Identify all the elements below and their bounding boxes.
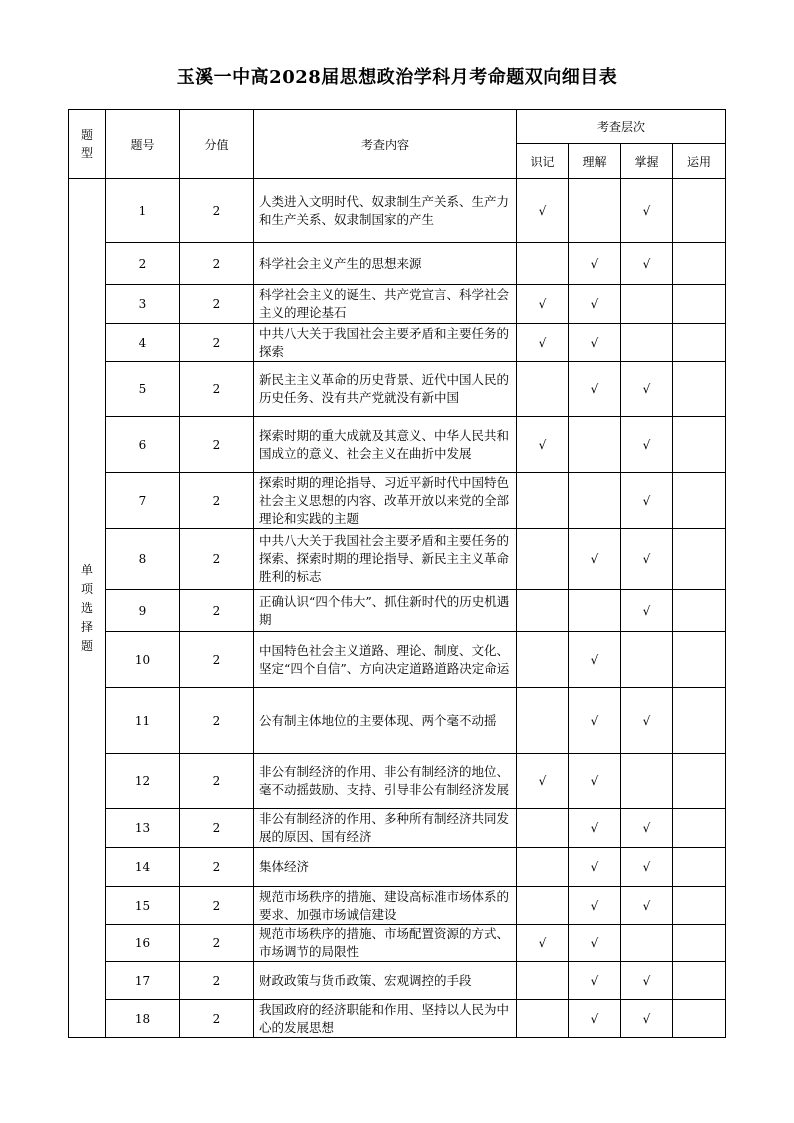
header-level: 考查层次 bbox=[517, 110, 726, 144]
question-number: 16 bbox=[106, 925, 180, 962]
level-master-cell bbox=[621, 285, 673, 324]
question-number: 1 bbox=[106, 179, 180, 243]
table-row bbox=[69, 632, 726, 688]
question-content: 公有制主体地位的主要体现、两个毫不动摇 bbox=[254, 688, 517, 754]
check-mark-icon: √ bbox=[642, 256, 651, 271]
level-recall-cell bbox=[517, 324, 569, 362]
table-row bbox=[69, 243, 726, 285]
level-master-cell bbox=[621, 632, 673, 688]
check-mark-icon: √ bbox=[642, 1011, 651, 1026]
question-content: 中共八大关于我国社会主要矛盾和主要任务的探索、探索时期的理论指导、新民主主义革命胜利的标志 bbox=[254, 529, 517, 590]
table-row bbox=[69, 529, 726, 590]
check-mark-icon: √ bbox=[538, 437, 547, 452]
question-score: 2 bbox=[180, 417, 254, 473]
question-content: 正确认识“四个伟大”、抓住新时代的历史机遇期 bbox=[254, 590, 517, 632]
level-master-cell bbox=[621, 848, 673, 887]
page-title: 玉溪一中高2028届思想政治学科月考命题双向细目表 bbox=[176, 67, 618, 88]
level-understand-cell bbox=[569, 887, 621, 925]
level-master-cell bbox=[621, 962, 673, 1000]
level-apply-cell bbox=[673, 473, 726, 529]
level-understand-cell bbox=[569, 925, 621, 962]
question-content: 集体经济 bbox=[254, 848, 517, 887]
check-mark-icon: √ bbox=[590, 821, 599, 835]
question-score: 2 bbox=[180, 179, 254, 243]
header-level-master: 掌握 bbox=[621, 144, 673, 179]
question-number: 8 bbox=[106, 529, 180, 590]
check-mark-icon: √ bbox=[590, 552, 599, 566]
header-level-understand: 理解 bbox=[569, 144, 621, 179]
table-row bbox=[69, 417, 726, 473]
question-number: 6 bbox=[106, 417, 180, 473]
question-score: 2 bbox=[180, 809, 254, 848]
level-recall-cell bbox=[517, 529, 569, 590]
check-mark-icon: √ bbox=[590, 898, 599, 913]
level-recall-cell bbox=[517, 848, 569, 887]
check-mark-icon: √ bbox=[642, 898, 651, 913]
level-master-cell bbox=[621, 590, 673, 632]
check-mark-icon: √ bbox=[642, 203, 651, 218]
level-apply-cell bbox=[673, 632, 726, 688]
check-mark-icon: √ bbox=[642, 552, 651, 566]
question-score: 2 bbox=[180, 632, 254, 688]
level-master-cell bbox=[621, 324, 673, 362]
check-mark-icon: √ bbox=[642, 860, 651, 874]
question-content: 中国特色社会主义道路、理论、制度、文化、坚定“四个自信”、方向决定道路道路决定命运 bbox=[254, 632, 517, 688]
check-mark-icon: √ bbox=[590, 774, 599, 788]
question-content: 我国政府的经济职能和作用、坚持以人民为中心的发展思想 bbox=[254, 1000, 517, 1038]
level-recall-cell bbox=[517, 754, 569, 809]
level-master-cell bbox=[621, 362, 673, 417]
table-body bbox=[69, 179, 726, 1038]
question-score: 2 bbox=[180, 688, 254, 754]
question-number: 15 bbox=[106, 887, 180, 925]
question-content: 规范市场秩序的措施、市场配置资源的方式、市场调节的局限性 bbox=[254, 925, 517, 962]
level-apply-cell bbox=[673, 324, 726, 362]
check-mark-icon: √ bbox=[590, 256, 599, 271]
level-understand-cell bbox=[569, 590, 621, 632]
level-apply-cell bbox=[673, 887, 726, 925]
level-master-cell bbox=[621, 754, 673, 809]
check-mark-icon: √ bbox=[590, 860, 599, 874]
level-recall-cell bbox=[517, 887, 569, 925]
level-understand-cell bbox=[569, 754, 621, 809]
check-mark-icon: √ bbox=[590, 297, 599, 311]
question-score: 2 bbox=[180, 362, 254, 417]
level-master-cell bbox=[621, 1000, 673, 1038]
header-level-recall: 识记 bbox=[517, 144, 569, 179]
check-mark-icon: √ bbox=[538, 335, 547, 350]
check-mark-icon: √ bbox=[642, 603, 651, 618]
check-mark-icon: √ bbox=[642, 493, 651, 508]
level-understand-cell bbox=[569, 473, 621, 529]
level-recall-cell bbox=[517, 417, 569, 473]
question-content: 人类进入文明时代、奴隶制生产关系、生产力和生产关系、奴隶制国家的产生 bbox=[254, 179, 517, 243]
level-understand-cell bbox=[569, 243, 621, 285]
level-understand-cell bbox=[569, 848, 621, 887]
table-row bbox=[69, 848, 726, 887]
table-row bbox=[69, 925, 726, 962]
question-content: 探索时期的理论指导、习近平新时代中国特色社会主义思想的内容、改革开放以来党的全部理论和实践的主题 bbox=[254, 473, 517, 529]
level-understand-cell bbox=[569, 962, 621, 1000]
question-number: 7 bbox=[106, 473, 180, 529]
level-master-cell bbox=[621, 925, 673, 962]
level-master-cell bbox=[621, 887, 673, 925]
question-spec-table bbox=[68, 109, 726, 1038]
level-apply-cell bbox=[673, 754, 726, 809]
table-row bbox=[69, 754, 726, 809]
question-number: 14 bbox=[106, 848, 180, 887]
level-master-cell bbox=[621, 688, 673, 754]
table-row bbox=[69, 962, 726, 1000]
level-master-cell bbox=[621, 529, 673, 590]
question-score: 2 bbox=[180, 925, 254, 962]
check-mark-icon: √ bbox=[538, 936, 547, 950]
question-number: 12 bbox=[106, 754, 180, 809]
check-mark-icon: √ bbox=[590, 335, 599, 350]
level-apply-cell bbox=[673, 1000, 726, 1038]
question-number: 4 bbox=[106, 324, 180, 362]
level-understand-cell bbox=[569, 529, 621, 590]
check-mark-icon: √ bbox=[642, 437, 651, 452]
question-number: 18 bbox=[106, 1000, 180, 1038]
level-understand-cell bbox=[569, 285, 621, 324]
check-mark-icon: √ bbox=[590, 973, 599, 988]
table-row bbox=[69, 688, 726, 754]
table-row bbox=[69, 324, 726, 362]
question-score: 2 bbox=[180, 848, 254, 887]
question-score: 2 bbox=[180, 590, 254, 632]
check-mark-icon: √ bbox=[642, 713, 651, 728]
level-understand-cell bbox=[569, 179, 621, 243]
question-score: 2 bbox=[180, 243, 254, 285]
table-row bbox=[69, 362, 726, 417]
level-recall-cell bbox=[517, 179, 569, 243]
check-mark-icon: √ bbox=[642, 382, 651, 396]
question-number: 13 bbox=[106, 809, 180, 848]
table-row bbox=[69, 179, 726, 243]
question-score: 2 bbox=[180, 473, 254, 529]
table-row bbox=[69, 887, 726, 925]
question-score: 2 bbox=[180, 1000, 254, 1038]
level-apply-cell bbox=[673, 590, 726, 632]
level-recall-cell bbox=[517, 590, 569, 632]
question-content: 非公有制经济的作用、多种所有制经济共同发展的原因、国有经济 bbox=[254, 809, 517, 848]
level-master-cell bbox=[621, 809, 673, 848]
level-understand-cell bbox=[569, 324, 621, 362]
question-score: 2 bbox=[180, 887, 254, 925]
check-mark-icon: √ bbox=[590, 382, 599, 396]
question-number: 10 bbox=[106, 632, 180, 688]
header-level-apply: 运用 bbox=[673, 144, 726, 179]
level-recall-cell bbox=[517, 285, 569, 324]
level-understand-cell bbox=[569, 362, 621, 417]
level-understand-cell bbox=[569, 809, 621, 848]
level-apply-cell bbox=[673, 688, 726, 754]
question-content: 非公有制经济的作用、非公有制经济的地位、毫不动摇鼓励、支持、引导非公有制经济发展 bbox=[254, 754, 517, 809]
level-recall-cell bbox=[517, 243, 569, 285]
level-apply-cell bbox=[673, 848, 726, 887]
check-mark-icon: √ bbox=[590, 1011, 599, 1026]
question-content: 新民主主义革命的历史背景、近代中国人民的历史任务、没有共产党就没有新中国 bbox=[254, 362, 517, 417]
level-understand-cell bbox=[569, 1000, 621, 1038]
level-recall-cell bbox=[517, 632, 569, 688]
question-number: 3 bbox=[106, 285, 180, 324]
level-understand-cell bbox=[569, 632, 621, 688]
level-apply-cell bbox=[673, 925, 726, 962]
question-number: 17 bbox=[106, 962, 180, 1000]
table-row bbox=[69, 590, 726, 632]
check-mark-icon: √ bbox=[642, 973, 651, 988]
level-recall-cell bbox=[517, 473, 569, 529]
check-mark-icon: √ bbox=[538, 203, 547, 218]
question-score: 2 bbox=[180, 324, 254, 362]
table-row bbox=[69, 1000, 726, 1038]
question-number: 5 bbox=[106, 362, 180, 417]
question-score: 2 bbox=[180, 754, 254, 809]
table-row bbox=[69, 285, 726, 324]
question-score: 2 bbox=[180, 962, 254, 1000]
level-master-cell bbox=[621, 417, 673, 473]
level-recall-cell bbox=[517, 688, 569, 754]
level-apply-cell bbox=[673, 962, 726, 1000]
question-content: 科学社会主义的诞生、共产党宣言、科学社会主义的理论基石 bbox=[254, 285, 517, 324]
question-score: 2 bbox=[180, 529, 254, 590]
level-apply-cell bbox=[673, 285, 726, 324]
level-master-cell bbox=[621, 473, 673, 529]
check-mark-icon: √ bbox=[590, 713, 599, 728]
question-content: 科学社会主义产生的思想来源 bbox=[254, 243, 517, 285]
question-content: 财政政策与货币政策、宏观调控的手段 bbox=[254, 962, 517, 1000]
question-content: 规范市场秩序的措施、建设高标准市场体系的要求、加强市场诚信建设 bbox=[254, 887, 517, 925]
check-mark-icon: √ bbox=[642, 821, 651, 835]
question-score: 2 bbox=[180, 285, 254, 324]
header-type: 题型 bbox=[69, 110, 106, 179]
level-master-cell bbox=[621, 243, 673, 285]
level-understand-cell bbox=[569, 688, 621, 754]
table-row bbox=[69, 809, 726, 848]
check-mark-icon: √ bbox=[590, 936, 599, 950]
table-row bbox=[69, 473, 726, 529]
level-apply-cell bbox=[673, 809, 726, 848]
header-score: 分值 bbox=[180, 110, 254, 179]
level-apply-cell bbox=[673, 179, 726, 243]
level-recall-cell bbox=[517, 925, 569, 962]
header-content: 考查内容 bbox=[254, 110, 517, 179]
header-number: 题号 bbox=[106, 110, 180, 179]
level-understand-cell bbox=[569, 417, 621, 473]
level-apply-cell bbox=[673, 362, 726, 417]
check-mark-icon: √ bbox=[538, 297, 547, 311]
level-recall-cell bbox=[517, 809, 569, 848]
question-number: 11 bbox=[106, 688, 180, 754]
level-apply-cell bbox=[673, 529, 726, 590]
level-apply-cell bbox=[673, 417, 726, 473]
level-recall-cell bbox=[517, 962, 569, 1000]
question-number: 2 bbox=[106, 243, 180, 285]
level-master-cell bbox=[621, 179, 673, 243]
question-type-label: 单项选择题 bbox=[81, 562, 94, 653]
check-mark-icon: √ bbox=[590, 652, 599, 667]
level-apply-cell bbox=[673, 243, 726, 285]
question-number: 9 bbox=[106, 590, 180, 632]
question-content: 探索时期的重大成就及其意义、中华人民共和国成立的意义、社会主义在曲折中发展 bbox=[254, 417, 517, 473]
question-content: 中共八大关于我国社会主要矛盾和主要任务的探索 bbox=[254, 324, 517, 362]
question-type-cell bbox=[69, 179, 106, 1038]
check-mark-icon: √ bbox=[538, 774, 547, 788]
level-recall-cell bbox=[517, 362, 569, 417]
level-recall-cell bbox=[517, 1000, 569, 1038]
